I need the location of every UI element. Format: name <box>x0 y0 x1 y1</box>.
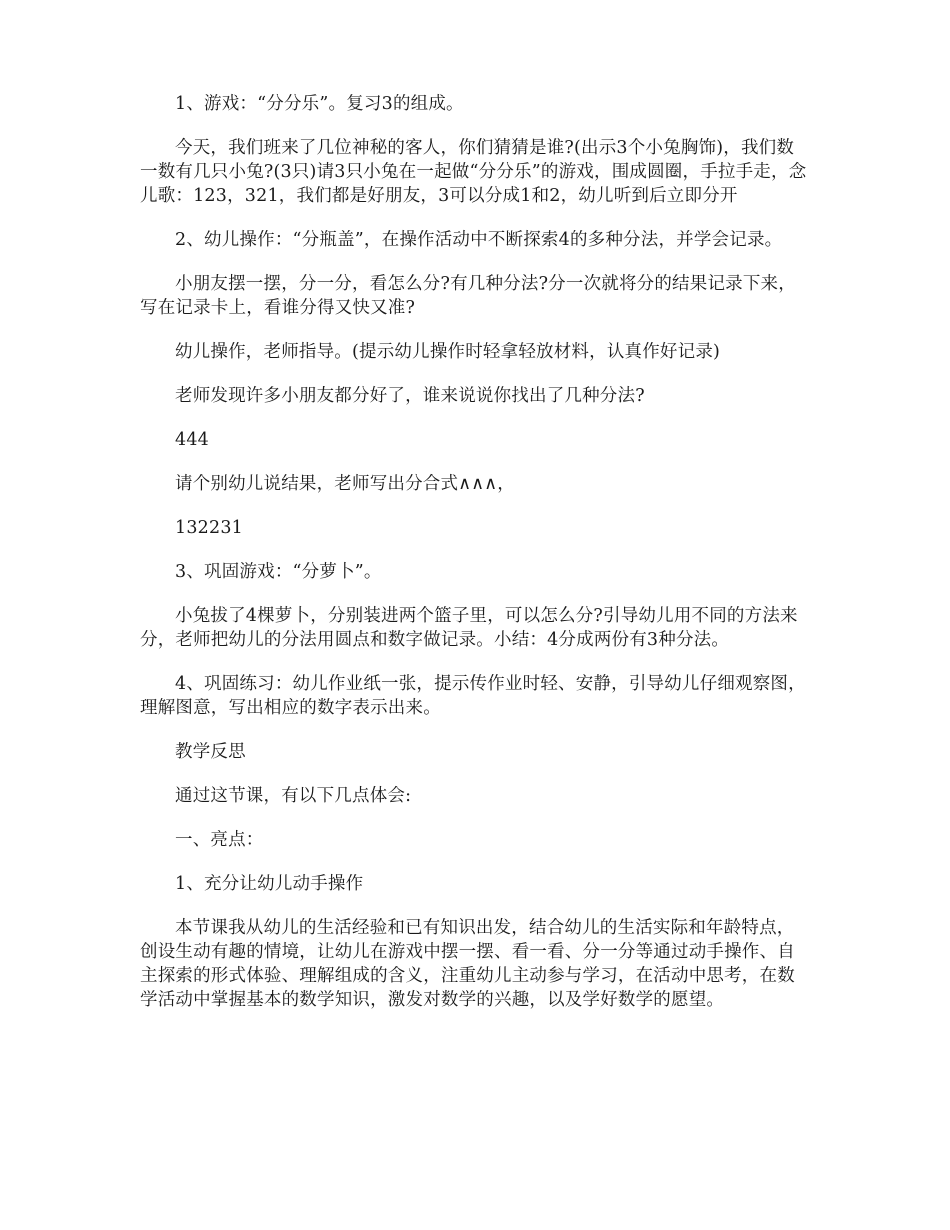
paragraph-number-row-1: 444 <box>175 430 210 450</box>
paragraph-radish-game: 3、巩固游戏：“分萝卜”。 <box>175 562 382 582</box>
paragraph-number-row-2: 132231 <box>175 518 244 538</box>
paragraph-mystery-guests: 今天，我们班来了几位神秘的客人，你们猜猜是谁?(出示3个小兔胸饰)，我们数一数有几只小兔?(3只)请3只小兔在一起做“分分乐”的游戏，围成圆圈，手拉手走，念儿歌：123，321，我们都是好朋友，3可以分成1和2，幼儿听到后立即分开 <box>140 138 807 206</box>
subsection-title-hands-on: 1、充分让幼儿动手操作 <box>175 874 364 894</box>
paragraph-practice: 4、巩固练习：幼儿作业纸一张，提示传作业时轻、安静，引导幼儿仔细观察图，理解图意，写出相应的数字表示出来。 <box>140 674 806 718</box>
paragraph-game-review: 1、游戏：“分分乐”。复习3的组成。 <box>175 94 464 114</box>
section-title-reflection: 教学反思 <box>175 742 246 762</box>
paragraph-hands-on-details: 本节课我从幼儿的生活经验和已有知识出发，结合幼儿的生活实际和年龄特点，创设生动有趣的情境，让幼儿在游戏中摆一摆、看一看、分一分等通过动手操作、自主探索的形式体验、理解组成的含义，注重幼儿主动参与学习，在活动中思考，在数学活动中掌握基本的数学知识，激发对数学的兴趣，以及学好数学的愿望。 <box>140 918 795 1010</box>
paragraph-instructions: 小朋友摆一摆，分一分，看怎么分?有几种分法?分一次就将分的结果记录下来，写在记录卡上，看谁分得又快又准? <box>140 274 796 318</box>
paragraph-question: 老师发现许多小朋友都分好了，谁来说说你找出了几种分法? <box>175 386 645 406</box>
document-page <box>140 92 810 1032</box>
paragraph-teacher-guidance: 幼儿操作，老师指导。(提示幼儿操作时轻拿轻放材料，认真作好记录) <box>175 342 721 362</box>
paragraph-bottle-caps: 2、幼儿操作：“分瓶盖”，在操作活动中不断探索4的多种分法，并学会记录。 <box>175 230 783 250</box>
section-title-highlights: 一、亮点： <box>175 830 264 850</box>
paragraph-radish-details: 小兔拔了4棵萝卜，分别装进两个篮子里，可以怎么分?引导幼儿用不同的方法来分，老师把幼儿的分法用圆点和数字做记录。小结：4分成两份有3种分法。 <box>140 606 798 650</box>
paragraph-results: 请个别幼儿说结果，老师写出分合式∧∧∧， <box>175 474 515 494</box>
paragraph-reflection-intro: 通过这节课，有以下几点体会: <box>175 786 412 806</box>
